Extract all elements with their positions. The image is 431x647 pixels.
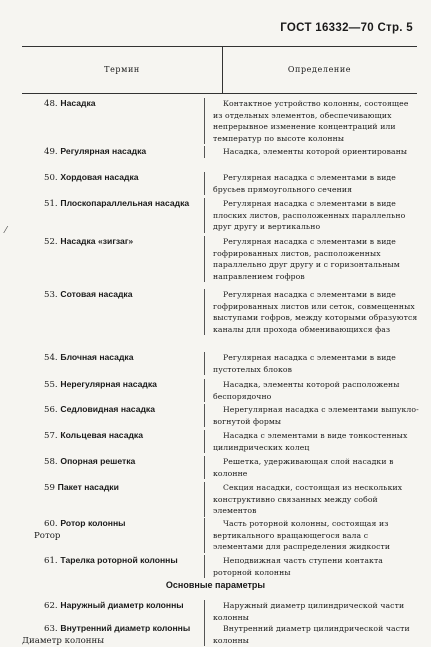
term: 60. Ротор колонны Ротор	[22, 518, 202, 543]
definition: Контактное устройство колонны, состоящее из отдельных элементов, обеспечивающих непрерывное изменение концентраций или температур по высоте колонны	[204, 98, 419, 144]
definition: Решетка, удерживающая слой насадки в колонне	[204, 456, 419, 479]
definition: Наружный диаметр цилиндрической части колонны	[204, 600, 419, 623]
definition: Нерегулярная насадка с элементами выпукло-вогнутой формы	[204, 404, 419, 427]
definition: Регулярная насадка с элементами в виде пустотелых блоков	[204, 352, 419, 375]
term: 55. Нерегулярная насадка	[44, 379, 157, 390]
term: 62. Наружный диаметр колонны	[44, 600, 184, 611]
definition: Неподвижная часть ступени контакта роторной колонны	[204, 555, 419, 578]
term: 56. Седловидная насадка	[44, 404, 156, 415]
term-synonym: Ротор	[34, 530, 61, 541]
definition: Секция насадки, состоящая из нескольких конструктивно связанных между собой элементов	[204, 482, 419, 517]
column-header-definition: Определение	[287, 65, 352, 74]
margin-mark: ⁄	[5, 226, 7, 236]
term: 52. Насадка «зигзаг»	[44, 236, 134, 247]
term: 54. Блочная насадка	[44, 352, 134, 363]
term: 57. Кольцевая насадка	[44, 430, 144, 441]
definition: Регулярная насадка с элементами в виде брусьев прямоугольного сечения	[204, 172, 419, 195]
definition: Насадка с элементами в виде тонкостенных цилиндрических колец	[204, 430, 419, 453]
term: 58. Опорная решетка	[44, 456, 136, 467]
definition: Регулярная насадка с элементами в виде гофрированных листов, расположенных параллельно друг другу и с горизонтальным направлением гофров	[204, 236, 419, 282]
term: 53. Сотовая насадка	[44, 289, 133, 300]
term-synonym: Диаметр колонны	[22, 635, 105, 646]
column-header-term: Термин	[104, 65, 140, 74]
term: 48. Насадка	[44, 98, 96, 109]
term: 63. Внутренний диаметр колонны Диаметр колонны	[22, 623, 202, 647]
table-header	[22, 46, 417, 94]
term: 51. Плоскопараллельная насадка	[44, 198, 190, 209]
term: 49. Регулярная насадка	[44, 146, 147, 157]
definition: Регулярная насадка с элементами в виде гофрированных листов или сеток, совмещенных выступами гофров, между которыми образуются каналы для прохода обменивающихся фаз	[204, 289, 419, 335]
definition: Насадка, элементы которой расположены беспорядочно	[204, 379, 419, 402]
term: 59 Пакет насадки	[44, 482, 119, 493]
page-header: ГОСТ 16332—70 Стр. 5	[280, 22, 413, 34]
definition: Регулярная насадка с элементами в виде плоских листов, расположенных параллельно друг другу и вертикально	[204, 198, 419, 233]
definition: Насадка, элементы которой ориентированы	[204, 146, 419, 158]
term: 50. Хордовая насадка	[44, 172, 139, 183]
term: 61. Тарелка роторной колонны	[44, 555, 178, 566]
definition: Часть роторной колонны, состоящая из вертикального вращающегося вала с элементами для распределения жидкости	[204, 518, 419, 553]
section-title: Основные параметры	[165, 580, 266, 590]
definition: Внутренний диаметр цилиндрической части колонны	[204, 623, 419, 646]
